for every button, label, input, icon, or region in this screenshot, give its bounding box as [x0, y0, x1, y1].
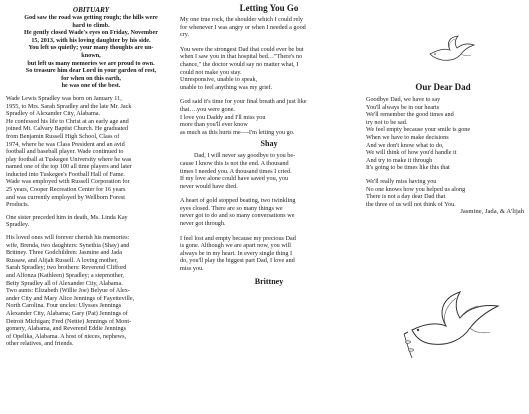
text-line: wife, Brenda, two daughters: Synethia (Shay) and [6, 241, 130, 249]
text-line: I feel lost and empty because my precious Dad [180, 234, 296, 242]
intro-line: hard to climb. [72, 21, 110, 29]
text-line: Two aunts: Elizabeth (Willie Joe) Belyue of Alex- [6, 287, 130, 295]
obituary-paragraph-survivors [6, 234, 176, 348]
text-line: Russaw, and Alijah Russell. A loving mother, [6, 256, 118, 264]
text-line: unable to feel anything was my grief. [180, 83, 273, 91]
text-line: and Alfonza (Kathleen) Spradley; a stepmother, [6, 272, 124, 279]
intro-line: He gently closed Wade's eyes on Friday, November [24, 29, 158, 37]
text-line: Products. [6, 201, 30, 209]
text-line: do, you'll play the biggest part Dad, I love and [180, 257, 295, 265]
text-line: chance," the doctor would say no matter what, I [180, 60, 299, 68]
text-line: If my love alone could have saved you, you [180, 175, 289, 183]
our-dear-dad-stanza-1 [366, 96, 524, 216]
text-line: Sarah Spradley; two brothers: Reverend Clifford [6, 264, 127, 272]
text-line: when I saw you in that hospital bed…"There's no [180, 53, 303, 61]
text-line: God said it's time for your final breath and just like [180, 98, 307, 106]
text-line: We will think of how you'd handle it [366, 149, 457, 157]
dove-icon [424, 34, 476, 66]
text-line: other relatives, and friends. [6, 340, 74, 348]
text-line: 25 years, Cooper Recreation Center for 16 years [6, 186, 126, 194]
shay-letter-para-3 [180, 235, 358, 273]
poems-column [180, 0, 358, 286]
obituary-title: OBITUARY [72, 6, 110, 14]
text-line: We'll remember the good times and [366, 111, 454, 119]
text-line: Spradley of Alexander City, Alabama. [6, 110, 101, 118]
text-line: 1955, to Mrs. Sarah Spradley and the late Mr. Jack [6, 102, 132, 110]
intro-line: 15, 2013, with his loving daughter by his side. [31, 36, 151, 44]
text-line: When we have to make decisions [366, 133, 449, 141]
text-line: His loved ones will forever cherish his memories: [6, 234, 130, 242]
intro-line: but left us many memories we are proud to own. [27, 59, 155, 67]
text-line: You'll always be in our hearts [366, 103, 440, 111]
text-line: There is not a day dear Dad that [366, 193, 446, 201]
shay-letter-signature: Brittney [254, 276, 284, 286]
text-line: One sister preceded him in death, Ms. Linda Kay [6, 213, 128, 221]
text-line: from Benjamin Russell High School, Class of [6, 132, 120, 140]
text-line: We'll really miss having you [366, 177, 437, 185]
obituary-paragraph-sister [6, 214, 176, 229]
letting-go-stanza-2 [180, 46, 358, 92]
shay-letter-para-2 [180, 197, 358, 227]
text-line: gomery, Alabama, and Reverend Eddie Jennings [6, 325, 127, 333]
text-line: inducted into Tuskegee's Football Hall of Fame. [6, 170, 125, 178]
text-line: A heart of gold stopped beating, two twinkling [180, 197, 296, 205]
obituary-column [6, 0, 176, 348]
intro-line: You left us quietly; your many thoughts are un- [28, 44, 154, 52]
text-line: the three of us will not think of You. [366, 200, 456, 208]
text-line: We feel empty because your smile is gone [366, 126, 471, 134]
text-line: football and baseball player. Wade continued to [6, 148, 124, 156]
text-line: named one of the top 100 all time players and later [6, 163, 132, 171]
text-line: Goodbye Dad, we have to say [366, 96, 441, 103]
letting-go-signature: Shay [260, 139, 278, 149]
text-line: joined Mt. Calvary Baptist Church. He graduated [6, 125, 129, 133]
obituary-intro [6, 14, 176, 90]
text-line: play football at Tuskegee University where he was [6, 155, 132, 163]
letting-go-stanza-1 [180, 16, 358, 39]
text-line: times I needed you. A thousand times I cried. [180, 167, 292, 175]
text-line: is gone. Although we are apart now, you will [180, 242, 291, 250]
dove-with-branch-icon [402, 288, 502, 362]
text-line: never got through. [180, 220, 226, 228]
text-line: eyes closed. There are so many things we [180, 204, 283, 212]
text-line: Spradley. [6, 221, 30, 229]
intro-line: he was one of the best. [61, 82, 121, 90]
obituary-paragraph-birth [6, 95, 176, 209]
text-line: Brittney. Three Godchildren: Jasmine and Jada [6, 249, 122, 257]
text-line: that….you were gone. [180, 105, 235, 113]
our-dear-dad-signature: Jasmine, Jada, & A'lijah [460, 208, 524, 216]
text-line: And we don't know what to do, [366, 141, 444, 149]
text-line: never would have died. [180, 182, 238, 190]
text-line: cry. [180, 31, 190, 39]
text-line: 1974, where he was Class President and an avid [6, 140, 125, 148]
letting-go-title: Letting You Go [239, 3, 299, 13]
text-line: You were the strongest Dad that could ever be but [180, 45, 304, 53]
text-line: and was currently employed by Wellborn Forest [6, 193, 125, 201]
text-line: ander City and Mary Alice Jennings of Fayetteville, [6, 294, 135, 302]
text-line: always be in my heart. In every single thing I [180, 249, 293, 257]
text-line: No one knows how you helped us along [366, 185, 466, 193]
text-line: Dad, I will never say goodbye to you be- [194, 152, 296, 160]
text-line: Detroit Michigan; Fred (Nettie) Jennings of Mont- [6, 317, 132, 325]
text-line: more than you'll ever know [180, 121, 248, 129]
text-line: could not make you stay. [180, 68, 242, 76]
text-line: of Opelika, Alabama. A host of nieces, nephews, [6, 332, 127, 340]
text-line: never got to do and so many conversations we [180, 212, 295, 220]
text-line: Betty Spradley all of Alexander City, Alabama. [6, 279, 123, 287]
text-line: Wade Lewis Spradley was born on January 11, [6, 94, 122, 102]
text-line: miss you. [180, 265, 204, 273]
text-line: Alexander City, Alabama; Gary (Pat) Jennings of [6, 309, 128, 317]
intro-line: known, [81, 51, 101, 59]
intro-line: for when on this earth, [61, 74, 121, 82]
text-line: And try to make it through [366, 156, 433, 164]
text-line: try not to be sad. [366, 118, 408, 126]
text-line: North Carolina. Four uncles: Ulysses Jennings [6, 302, 122, 310]
text-line: My one true rock, the shoulder which I could rely [180, 16, 304, 23]
text-line: It's going to be times like this that [366, 164, 450, 172]
intro-line: God saw the road was getting rough; the hills were [24, 14, 158, 21]
text-line: He confessed his life to Christ at an early age and [6, 117, 129, 125]
our-dear-dad-title: Our Dear Dad [415, 82, 471, 92]
text-line: I love you Daddy and I'll miss you [180, 113, 266, 121]
intro-line: So treasure him dear Lord in your garden of rest, [25, 67, 157, 75]
text-line: as much as this hurts me—-I'm letting you go. [180, 128, 295, 136]
text-line: for whenever I was angry or when I needed a good [180, 23, 306, 31]
text-line: Wade was employed with Russell Corporation for [6, 178, 130, 186]
letting-go-stanza-3 [180, 98, 358, 136]
shay-letter-para-1 [180, 152, 358, 190]
text-line: cause I know this is not the end. A thousand [180, 159, 289, 167]
text-line: Unresponsive, unable to speak, [180, 76, 258, 84]
